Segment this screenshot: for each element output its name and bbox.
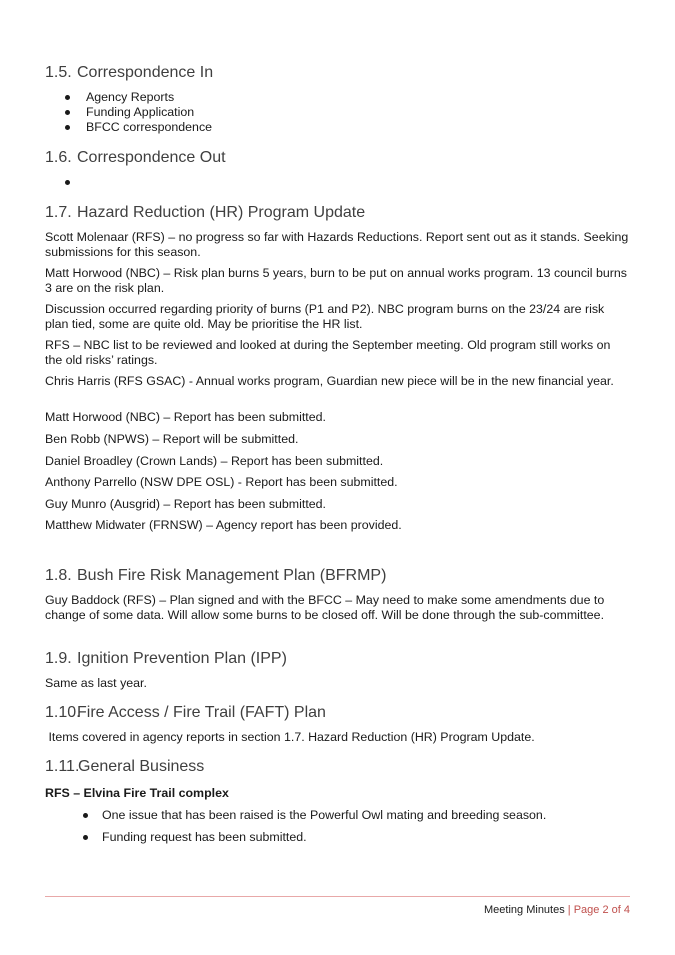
footer-rule — [45, 896, 630, 897]
list-item: Funding Application — [45, 105, 212, 120]
paragraph: Chris Harris (RFS GSAC) - Annual works program, Guardian new piece will be in the new financial year. — [45, 374, 614, 388]
list-item: Agency Reports — [45, 90, 212, 105]
heading-correspondence-out: 1.6. Correspondence Out — [45, 149, 226, 166]
heading-hazard-reduction: 1.7. Hazard Reduction (HR) Program Update — [45, 204, 366, 221]
paragraph: Anthony Parrello (NSW DPE OSL) - Report has been submitted. — [45, 475, 398, 489]
paragraph: Scott Molenaar (RFS) – no progress so far with Hazards Reductions. Report sent out as it stands. Seeking submissions for this season. — [45, 230, 629, 259]
heading-general-business: 1.11.General Business — [45, 758, 205, 775]
paragraph: Discussion occurred regarding priority of burns (P1 and P2). NBC program burns on the 23/24 are risk plan tied, some are quite old. May be prioritise the HR list. — [45, 302, 605, 331]
page-number: Page 2 of 4 — [573, 904, 630, 916]
page-footer — [484, 904, 630, 916]
paragraph: Same as last year. — [45, 676, 147, 690]
list-item: One issue that has been raised is the Powerful Owl mating and breeding season. — [45, 808, 546, 830]
correspondence-out-list — [45, 175, 86, 190]
list-item — [45, 175, 86, 190]
heading-faft: 1.10.Fire Access / Fire Trail (FAFT) Plan — [45, 704, 326, 721]
subheading: RFS – Elvina Fire Trail complex — [45, 786, 229, 800]
heading-ipp: 1.9. Ignition Prevention Plan (IPP) — [45, 650, 287, 667]
paragraph: Matthew Midwater (FRNSW) – Agency report has been provided. — [45, 518, 402, 532]
paragraph: Matt Horwood (NBC) – Risk plan burns 5 years, burn to be put on annual works program. 13 council burns 3 are on the risk plan. — [45, 266, 627, 295]
list-item: BFCC correspondence — [45, 120, 212, 135]
list-item: Funding request has been submitted. — [45, 830, 546, 852]
paragraph: Guy Baddock (RFS) – Plan signed and with the BFCC – May need to make some amendments due to change of some data. Will allow some burns to be closed off. Will be done through the sub-committee. — [45, 593, 605, 622]
paragraph: Guy Munro (Ausgrid) – Report has been submitted. — [45, 497, 326, 511]
footer-label: Meeting Minutes — [484, 904, 565, 916]
paragraph: Matt Horwood (NBC) – Report has been submitted. — [45, 410, 326, 424]
general-business-list — [45, 808, 546, 852]
heading-correspondence-in: 1.5. Correspondence In — [45, 64, 214, 81]
paragraph: Ben Robb (NPWS) – Report will be submitted. — [45, 432, 299, 446]
heading-bfrmp: 1.8. Bush Fire Risk Management Plan (BFRMP) — [45, 567, 387, 584]
paragraph: Daniel Broadley (Crown Lands) – Report has been submitted. — [45, 454, 384, 468]
correspondence-in-list — [45, 90, 212, 136]
paragraph: RFS – NBC list to be reviewed and looked at during the September meeting. Old program still works on the old risks’ ratings. — [45, 338, 611, 367]
paragraph: Items covered in agency reports in section 1.7. Hazard Reduction (HR) Program Update. — [45, 730, 535, 744]
footer-separator: | — [567, 904, 571, 916]
